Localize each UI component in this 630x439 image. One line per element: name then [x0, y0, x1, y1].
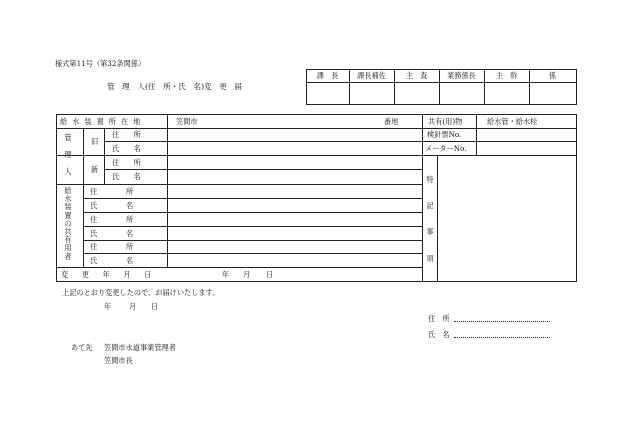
change-date-input[interactable]: [168, 268, 421, 280]
submit-day: 日: [151, 302, 159, 311]
approval-header-manager: 主 幹: [495, 71, 518, 80]
new-label: 新: [91, 165, 99, 174]
old-address-label: 住 所: [112, 130, 141, 139]
location-city: 笠間市: [176, 117, 198, 126]
change-date-day: 日: [266, 270, 274, 279]
location-lot: 番地: [384, 117, 399, 126]
supply-items-label: 給水管・給水栓: [487, 117, 538, 126]
co-address-1-label: 住 所: [90, 187, 134, 196]
co-users-label: 給 水 装 置 の 共 有 用 者: [64, 186, 72, 261]
location-input[interactable]: [200, 115, 380, 127]
approval-header-inspector: 主 査: [405, 71, 428, 80]
addressee-2: 笠間市長: [104, 356, 133, 365]
change-date-year: 年: [222, 270, 230, 279]
form-title: 管 理 人(住 所・氏 名)変 更 届: [107, 82, 243, 91]
submit-month: 月: [129, 302, 137, 311]
new-name-input[interactable]: [168, 170, 421, 183]
old-label: 旧: [91, 137, 99, 146]
location-label: 給水装置所在地: [60, 117, 146, 126]
co-address-1-input[interactable]: [168, 185, 421, 197]
co-address-3-label: 住 所: [90, 242, 134, 251]
approval-header-assistant: 課長補佐: [357, 71, 386, 80]
meter-reading-input[interactable]: [477, 129, 575, 141]
addressee-1: 笠間市水道事業管理者: [104, 343, 176, 352]
old-name-label: 氏 名: [112, 144, 141, 153]
approval-header-section: 業務係長: [447, 71, 476, 80]
shared-use-label: 共有(用)物: [428, 117, 463, 126]
change-date-label: 変 更 年 月 日: [61, 270, 155, 279]
co-address-3-input[interactable]: [168, 241, 421, 253]
applicant-name-field[interactable]: [454, 337, 550, 338]
submit-year: 年: [104, 302, 112, 311]
old-address-input[interactable]: [168, 129, 421, 141]
co-name-2-label: 氏 名: [90, 229, 134, 238]
meter-no-label: メーターNo.: [425, 144, 467, 153]
new-address-input[interactable]: [168, 156, 421, 168]
meter-reading-no-label: 検針票No.: [427, 130, 462, 139]
co-name-3-label: 氏 名: [90, 256, 134, 265]
notice-text: 上記のとおり変更したので、お届けいたします。: [62, 288, 220, 297]
co-name-1-input[interactable]: [168, 199, 421, 211]
manager-label: 管 理 人: [64, 133, 72, 177]
co-name-2-input[interactable]: [168, 227, 421, 239]
form-id: 様式第11号（第32条関係）: [55, 59, 146, 68]
old-name-input[interactable]: [168, 142, 421, 154]
co-address-2-input[interactable]: [168, 213, 421, 225]
applicant-address-field[interactable]: [454, 321, 550, 322]
co-name-1-label: 氏 名: [90, 201, 134, 210]
co-address-2-label: 住 所: [90, 215, 134, 224]
new-address-label: 住 所: [112, 158, 141, 167]
special-notes-label: 特 記 事 項: [426, 175, 434, 263]
addressee-label: あて先: [71, 343, 93, 352]
approval-header-staff: 係: [548, 71, 557, 80]
change-date-month: 月: [243, 270, 251, 279]
approval-header-chief: 課 長: [316, 71, 339, 80]
special-notes-input[interactable]: [438, 156, 575, 280]
co-name-3-input[interactable]: [168, 254, 421, 266]
applicant-name-label: 氏 名: [428, 330, 450, 339]
applicant-address-label: 住 所: [428, 314, 450, 323]
meter-no-input[interactable]: [477, 142, 575, 154]
new-name-label: 氏 名: [112, 172, 141, 181]
